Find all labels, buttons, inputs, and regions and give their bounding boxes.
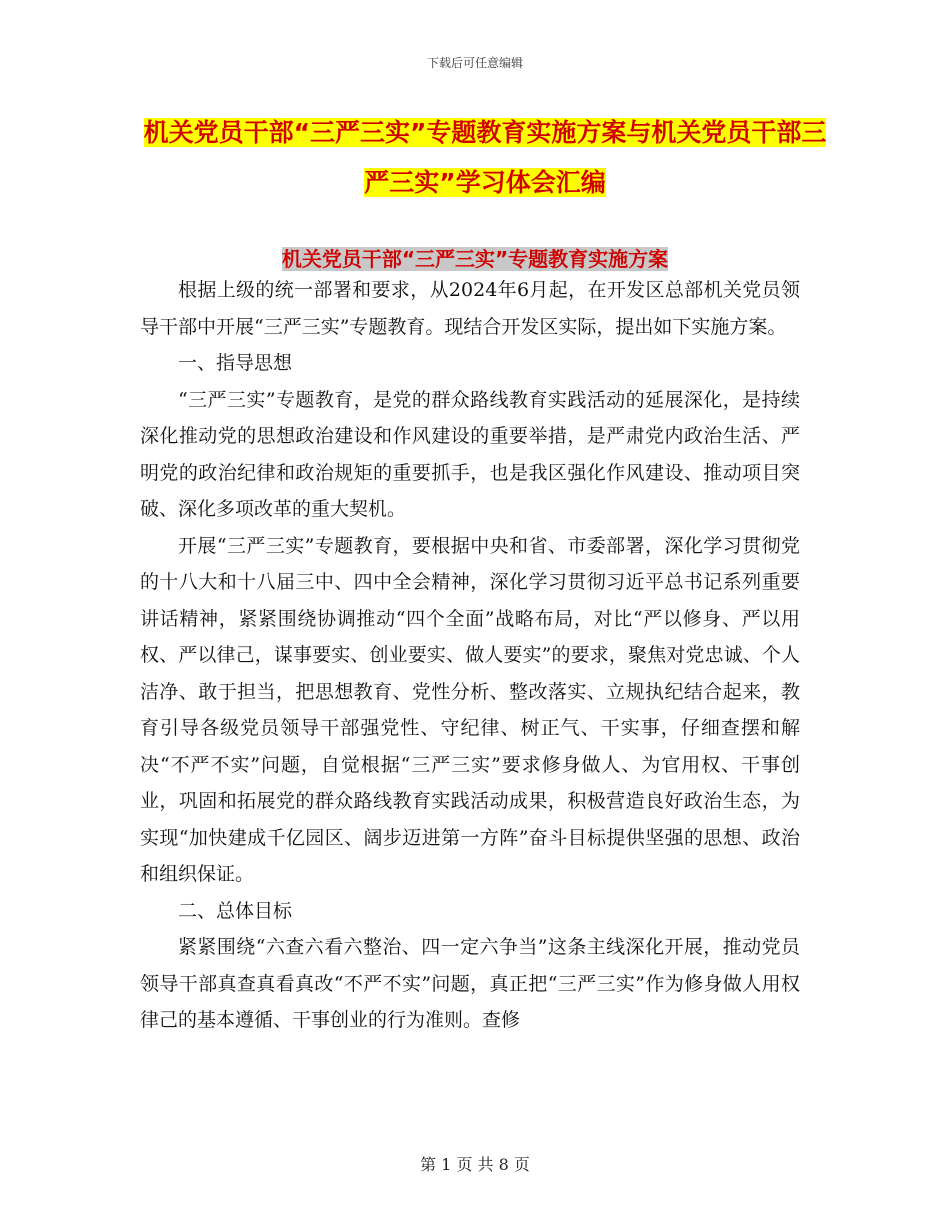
paragraph-guiding-2: 开展“三严三实”专题教育，要根据中央和省、市委部署，深化学习贯彻党的十八大和十八届三中、四中全会精神，深化学习贯彻习近平总书记系列重要讲话精神，紧紧围绕协调推动“四个全面”战略布局，对比“严以修身、严以用权、严以律己，谋事要实、创业要实、做人要实”的要求，聚焦对党忠诚、个人洁净、敢于担当，把思想教育、党性分析、整改落实、立规执纪结合起来，教育引导各级党员领导干部强党性、守纪律、树正气、干实事，仔细查摆和解决“不严不实”问题，自觉根据“三严三实”要求修身做人、为官用权、干事创业，巩固和拓展党的群众路线教育实践活动成果，积极营造良好政治生态，为实现“加快建成千亿园区、阔步迈进第一方阵”奋斗目标提供坚强的思想、政治和组织保证。 <box>140 534 800 885</box>
main-title-text: 机关党员干部“三严三实”专题教育实施方案与机关党员干部三严三实”学习体会汇编 <box>143 118 827 197</box>
section-title <box>0 244 950 274</box>
section-title-text: 机关党员干部“三严三实”专题教育实施方案 <box>281 247 669 271</box>
heading-guiding-ideology: 一、指导思想 <box>178 352 293 374</box>
document-body <box>140 272 800 1039</box>
paragraph-goal-1: 紧紧围绕“六查六看六整治、四一定六争当”这条主线深化开展，推动党员领导干部真查真看真改“不严不实”问题，真正把“三严三实”作为修身做人用权律己的基本遵循、干事创业的行为准则。查修 <box>140 936 800 1031</box>
heading-overall-goal: 二、总体目标 <box>178 899 293 922</box>
paragraph-intro: 根据上级的统一部署和要求，从2024年6月起，在开发区总部机关党员领导干部中开展“三严三实”专题教育。现结合开发区实际，提出如下实施方案。 <box>140 279 800 338</box>
page-number: 第 1 页 共 8 页 <box>420 1155 530 1174</box>
paragraph-guiding-1: “三严三实”专题教育，是党的群众路线教育实践活动的延展深化，是持续深化推动党的思想政治建设和作风建设的重要举措，是严肃党内政治生活、严明党的政治纪律和政治规矩的重要抓手，也是我区强化作风建设、推动项目突破、深化多项改革的重大契机。 <box>140 388 800 520</box>
header-note: 下载后可任意编辑 <box>426 56 523 70</box>
document-main-title <box>140 108 830 208</box>
